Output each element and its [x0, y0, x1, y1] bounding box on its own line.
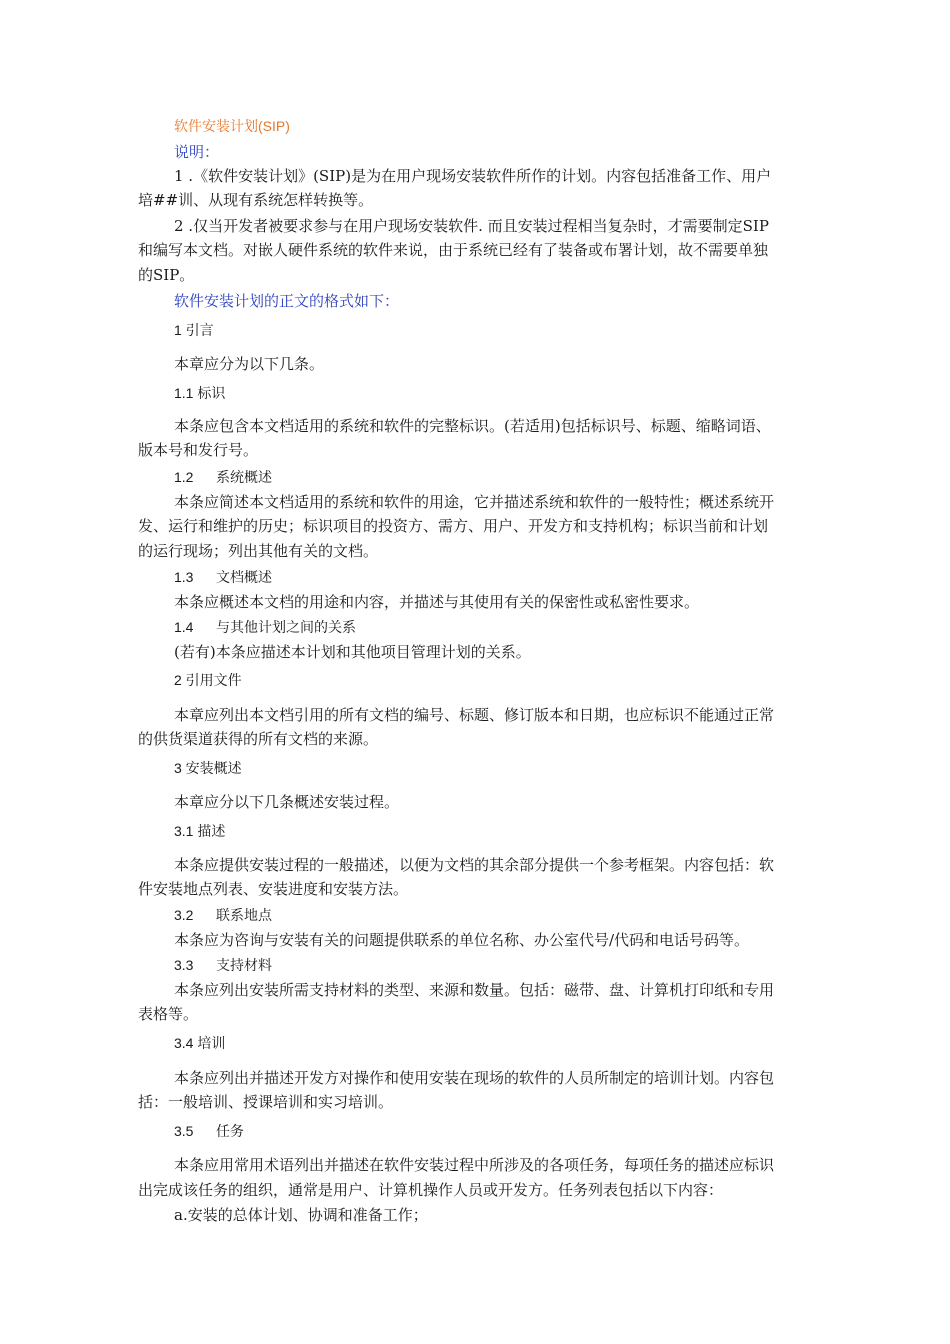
section-3-1-body-line-1: 本条应提供安装过程的一般描述，以便为文档的其余部分提供一个参考框架。内容包括：软	[174, 856, 775, 874]
section-3-4-body-line-1: 本条应列出并描述开发方对操作和使用安装在现场的软件的人员所制定的培训计划。内容包	[174, 1069, 775, 1087]
section-1-1-body-line-2: 版本号和发行号。	[138, 441, 259, 459]
heading-3-1: 3.1 描述	[174, 823, 226, 839]
heading-1-3	[174, 567, 272, 587]
section-1-2-body-line-3: 的运行现场；列出其他有关的文档。	[138, 542, 379, 560]
section-3-5-body-line-2: 出完成该任务的组织，通常是用户、计算机操作人员或开发方。任务列表包括以下内容：	[138, 1181, 724, 1199]
heading-3-2	[174, 905, 272, 925]
document-title: 软件安装计划(SIP)	[174, 118, 290, 134]
heading-3-3	[174, 955, 272, 975]
note-label: 说明：	[174, 143, 220, 161]
heading-1-2-number: 1.2	[174, 469, 194, 485]
heading-3-4: 3.4 培训	[174, 1035, 226, 1051]
section-3-3-body-line-1: 本条应列出安装所需支持材料的类型、来源和数量。包括：磁带、盘、计算机打印纸和专用	[174, 981, 775, 999]
section-3-5-body-line-1: 本条应用常用术语列出并描述在软件安装过程中所涉及的各项任务，每项任务的描述应标识	[174, 1156, 775, 1174]
section-2-body-line-2: 的供货渠道获得的所有文档的来源。	[138, 730, 379, 748]
heading-3-3-number: 3.3	[174, 957, 194, 973]
note-item-2-line-1: 2 .仅当开发者被要求参与在用户现场安装软件. 而且安装过程相当复杂时，才需要制定SIP	[174, 217, 769, 235]
heading-3-5	[174, 1121, 244, 1141]
note-item-2-line-3: 的SIP。	[138, 266, 195, 284]
heading-1-4	[174, 617, 356, 637]
section-3-3-body-line-2: 表格等。	[138, 1005, 199, 1023]
section-1-1-body-line-1: 本条应包含本文档适用的系统和软件的完整标识。(若适用)包括标识号、标题、缩略词语、	[174, 417, 771, 435]
heading-1-4-name: 与其他计划之间的关系	[216, 619, 356, 635]
heading-1-1: 1.1 标识	[174, 385, 226, 401]
heading-1-4-number: 1.4	[174, 619, 194, 635]
section-3-2-body-line-1: 本条应为咨询与安装有关的问题提供联系的单位名称、办公室代号/代码和电话号码等。	[174, 931, 750, 949]
heading-3-5-number: 3.5	[174, 1123, 194, 1139]
heading-1-2	[174, 467, 272, 487]
heading-3-3-name: 支持材料	[216, 957, 272, 973]
section-1-body-line-1: 本章应分为以下几条。	[174, 355, 325, 373]
heading-3: 3 安装概述	[174, 760, 242, 776]
section-2-body-line-1: 本章应列出本文档引用的所有文档的编号、标题、修订版本和日期，也应标识不能通过正常	[174, 706, 775, 724]
heading-1-2-name: 系统概述	[216, 469, 272, 485]
heading-3-2-number: 3.2	[174, 907, 194, 923]
note-item-1-line-2: 培##训、从现有系统怎样转换等。	[138, 191, 374, 209]
section-1-2-body-line-2: 发、运行和维护的历史；标识项目的投资方、需方、用户、开发方和支持机构；标识当前和计划	[138, 517, 769, 535]
section-3-body-line-1: 本章应分以下几条概述安装过程。	[174, 793, 400, 811]
heading-1-3-name: 文档概述	[216, 569, 272, 585]
note-item-1-line-1: 1 .《软件安装计划》(SIP)是为在用户现场安装软件所作的计划。内容包括准备工作、用户	[174, 167, 772, 185]
section-3-5-list-item-a: a.安装的总体计划、协调和准备工作；	[174, 1206, 428, 1224]
section-1-3-body-line-1: 本条应概述本文档的用途和内容，并描述与其使用有关的保密性或私密性要求。	[174, 593, 700, 611]
heading-3-5-name: 任务	[216, 1123, 244, 1139]
format-intro: 软件安装计划的正文的格式如下：	[174, 292, 400, 310]
section-3-4-body-line-2: 括：一般培训、授课培训和实习培训。	[138, 1093, 394, 1111]
heading-3-2-name: 联系地点	[216, 907, 272, 923]
section-1-4-body-line-1: (若有)本条应描述本计划和其他项目管理计划的关系。	[174, 643, 531, 661]
heading-1-3-number: 1.3	[174, 569, 194, 585]
note-item-2-line-2: 和编写本文档。对嵌人硬件系统的软件来说，由于系统已经有了装备或布署计划，故不需要单独	[138, 241, 769, 259]
heading-1: 1 引言	[174, 322, 214, 338]
section-3-1-body-line-2: 件安装地点列表、安装进度和安装方法。	[138, 880, 409, 898]
heading-2: 2 引用文件	[174, 672, 242, 688]
section-1-2-body-line-1: 本条应简述本文档适用的系统和软件的用途，它并描述系统和软件的一般特性；概述系统开	[174, 493, 775, 511]
